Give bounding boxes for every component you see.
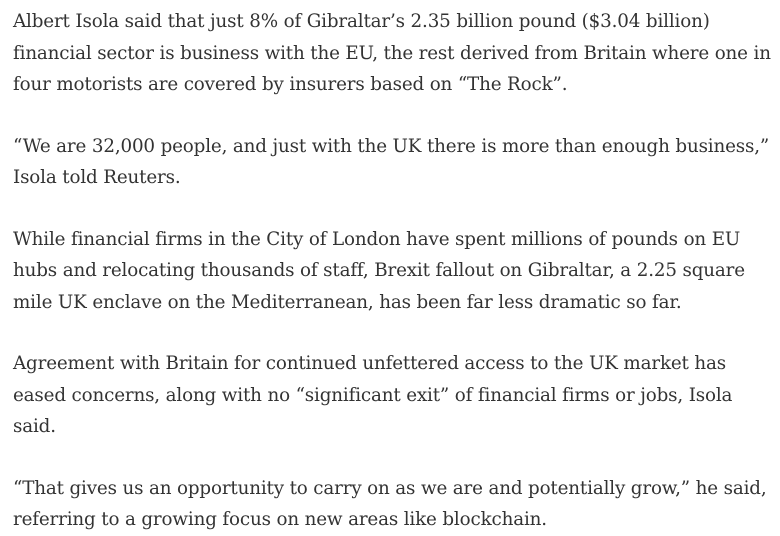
article-paragraph-1: Albert Isola said that just 8% of Gibraltar’s 2.35 billion pound ($3.04 billion) financial sector is business with the EU, the rest derived from Britain where one in four motorists are covered by insurers based on “The Rock”. [13, 11, 771, 95]
article-paragraph-2: “We are 32,000 people, and just with the UK there is more than enough business,” Isola told Reuters. [13, 135, 770, 188]
article-paragraph-3: While financial firms in the City of London have spent millions of pounds on EU hubs and relocating thousands of staff, Brexit fallout on Gibraltar, a 2.25 square mile UK enclave on the Mediterranean, has been far less dramatic so far. [13, 228, 745, 313]
article-paragraph-5: “That gives us an opportunity to carry on as we are and potentially grow,” he said, referring to a growing focus on new areas like blockchain. [13, 477, 767, 530]
article-body [13, 6, 773, 536]
article-paragraph-4: Agreement with Britain for continued unfettered access to the UK market has eased concerns, along with no “significant exit” of financial firms or jobs, Isola said. [13, 353, 733, 437]
